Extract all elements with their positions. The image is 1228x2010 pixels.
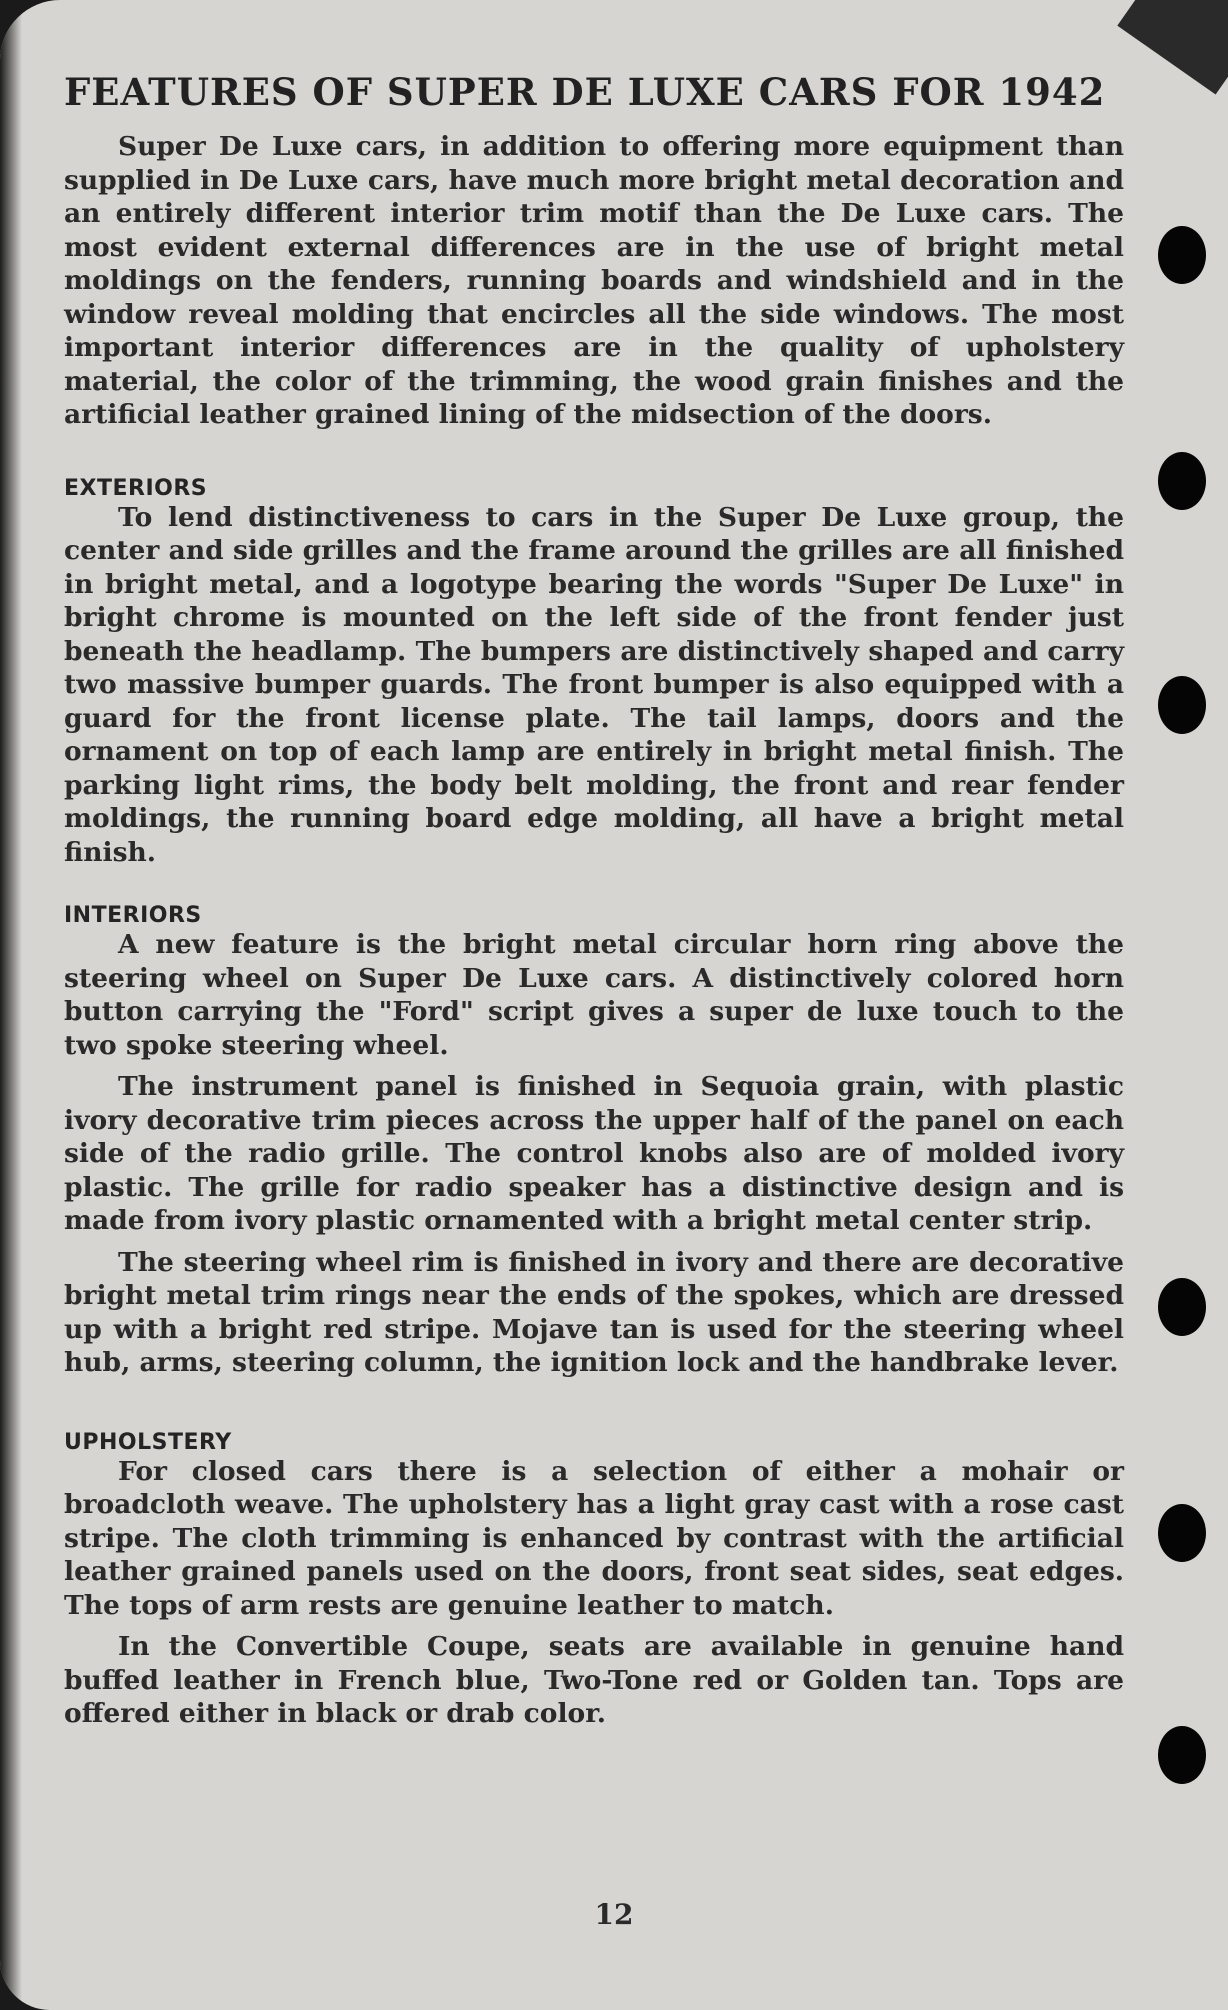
page-title: FEATURES OF SUPER DE LUXE CARS FOR 1942: [64, 70, 1106, 114]
interiors-paragraph: The instrument panel is finished in Sequoia grain, with plastic ivory decorative trim pieces across the upper half of the panel on each side of the radio grille. The control knobs also are of molded ivory plastic. The grille for radio speaker has a distinctive design and is made from ivory plastic ornamented with a bright metal center strip.: [64, 1071, 1124, 1236]
exteriors-paragraph: To lend distinctiveness to cars in the Super De Luxe group, the center and side grilles and the frame around the grilles are all finished in bright metal, and a logotype bearing the words "Super De Luxe" in bright chrome is mounted on the left side of the front fender just beneath the headlamp. The bumpers are distinctively shaped and carry two massive bumper guards. The front bumper is also equipped with a guard for the front license plate. The tail lamps, doors and the ornament on top of each lamp are entirely in bright metal finish. The parking light rims, the body belt molding, the front and rear fender moldings, the running board edge molding, all have a bright metal finish.: [64, 501, 1124, 868]
page-edge-shadow: [0, 0, 22, 2010]
section-heading-upholstery: UPHOLSTERY: [64, 1429, 232, 1455]
page-content: [64, 70, 1124, 1731]
section-heading-exteriors: EXTERIORS: [64, 475, 208, 501]
page-number: 12: [594, 1898, 634, 1931]
interiors-paragraph: A new feature is the bright metal circular horn ring above the steering wheel on Super De Luxe cars. A distinctively colored horn button carrying the "Ford" script gives a super de luxe touch to the two spoke steering wheel.: [64, 929, 1124, 1061]
binder-hole: [1158, 226, 1206, 284]
binder-hole: [1158, 1504, 1206, 1562]
intro-paragraph: Super De Luxe cars, in addition to offering more equipment than supplied in De Luxe cars, have much more bright metal decoration and an entirely different interior trim motif than the De Luxe cars. The most evident external differences are in the use of bright metal moldings on the fenders, running boards and windshield and in the window reveal molding that encircles all the side windows. The most important interior differences are in the quality of upholstery material, the color of the trimming, the wood grain finishes and the artificial leather grained lining of the midsection of the doors.: [64, 131, 1124, 430]
section-heading-interiors: INTERIORS: [64, 903, 202, 928]
binder-hole: [1158, 452, 1206, 510]
page-corner-shadow: [1117, 0, 1228, 94]
upholstery-paragraph: For closed cars there is a selection of either a mohair or broadcloth weave. The upholstery has a light gray cast with a rose cast stripe. The cloth trimming is enhanced by contrast with the artificial leather grained panels used on the doors, front seat sides, seat edges. The tops of arm rests are genuine leather to match.: [64, 1455, 1124, 1621]
binder-hole: [1158, 676, 1206, 734]
interiors-paragraph: The steering wheel rim is finished in ivory and there are decorative bright metal trim rings near the ends of the spokes, which are dressed up with a bright red stripe. Mojave tan is used for the steering wheel hub, arms, steering column, the ignition lock and the handbrake lever.: [64, 1246, 1124, 1378]
binder-hole: [1158, 1278, 1206, 1336]
upholstery-paragraph: In the Convertible Coupe, seats are available in genuine hand buffed leather in French blue, Two-Tone red or Golden tan. Tops are offered either in black or drab color.: [64, 1631, 1124, 1729]
binder-hole: [1158, 1726, 1206, 1784]
